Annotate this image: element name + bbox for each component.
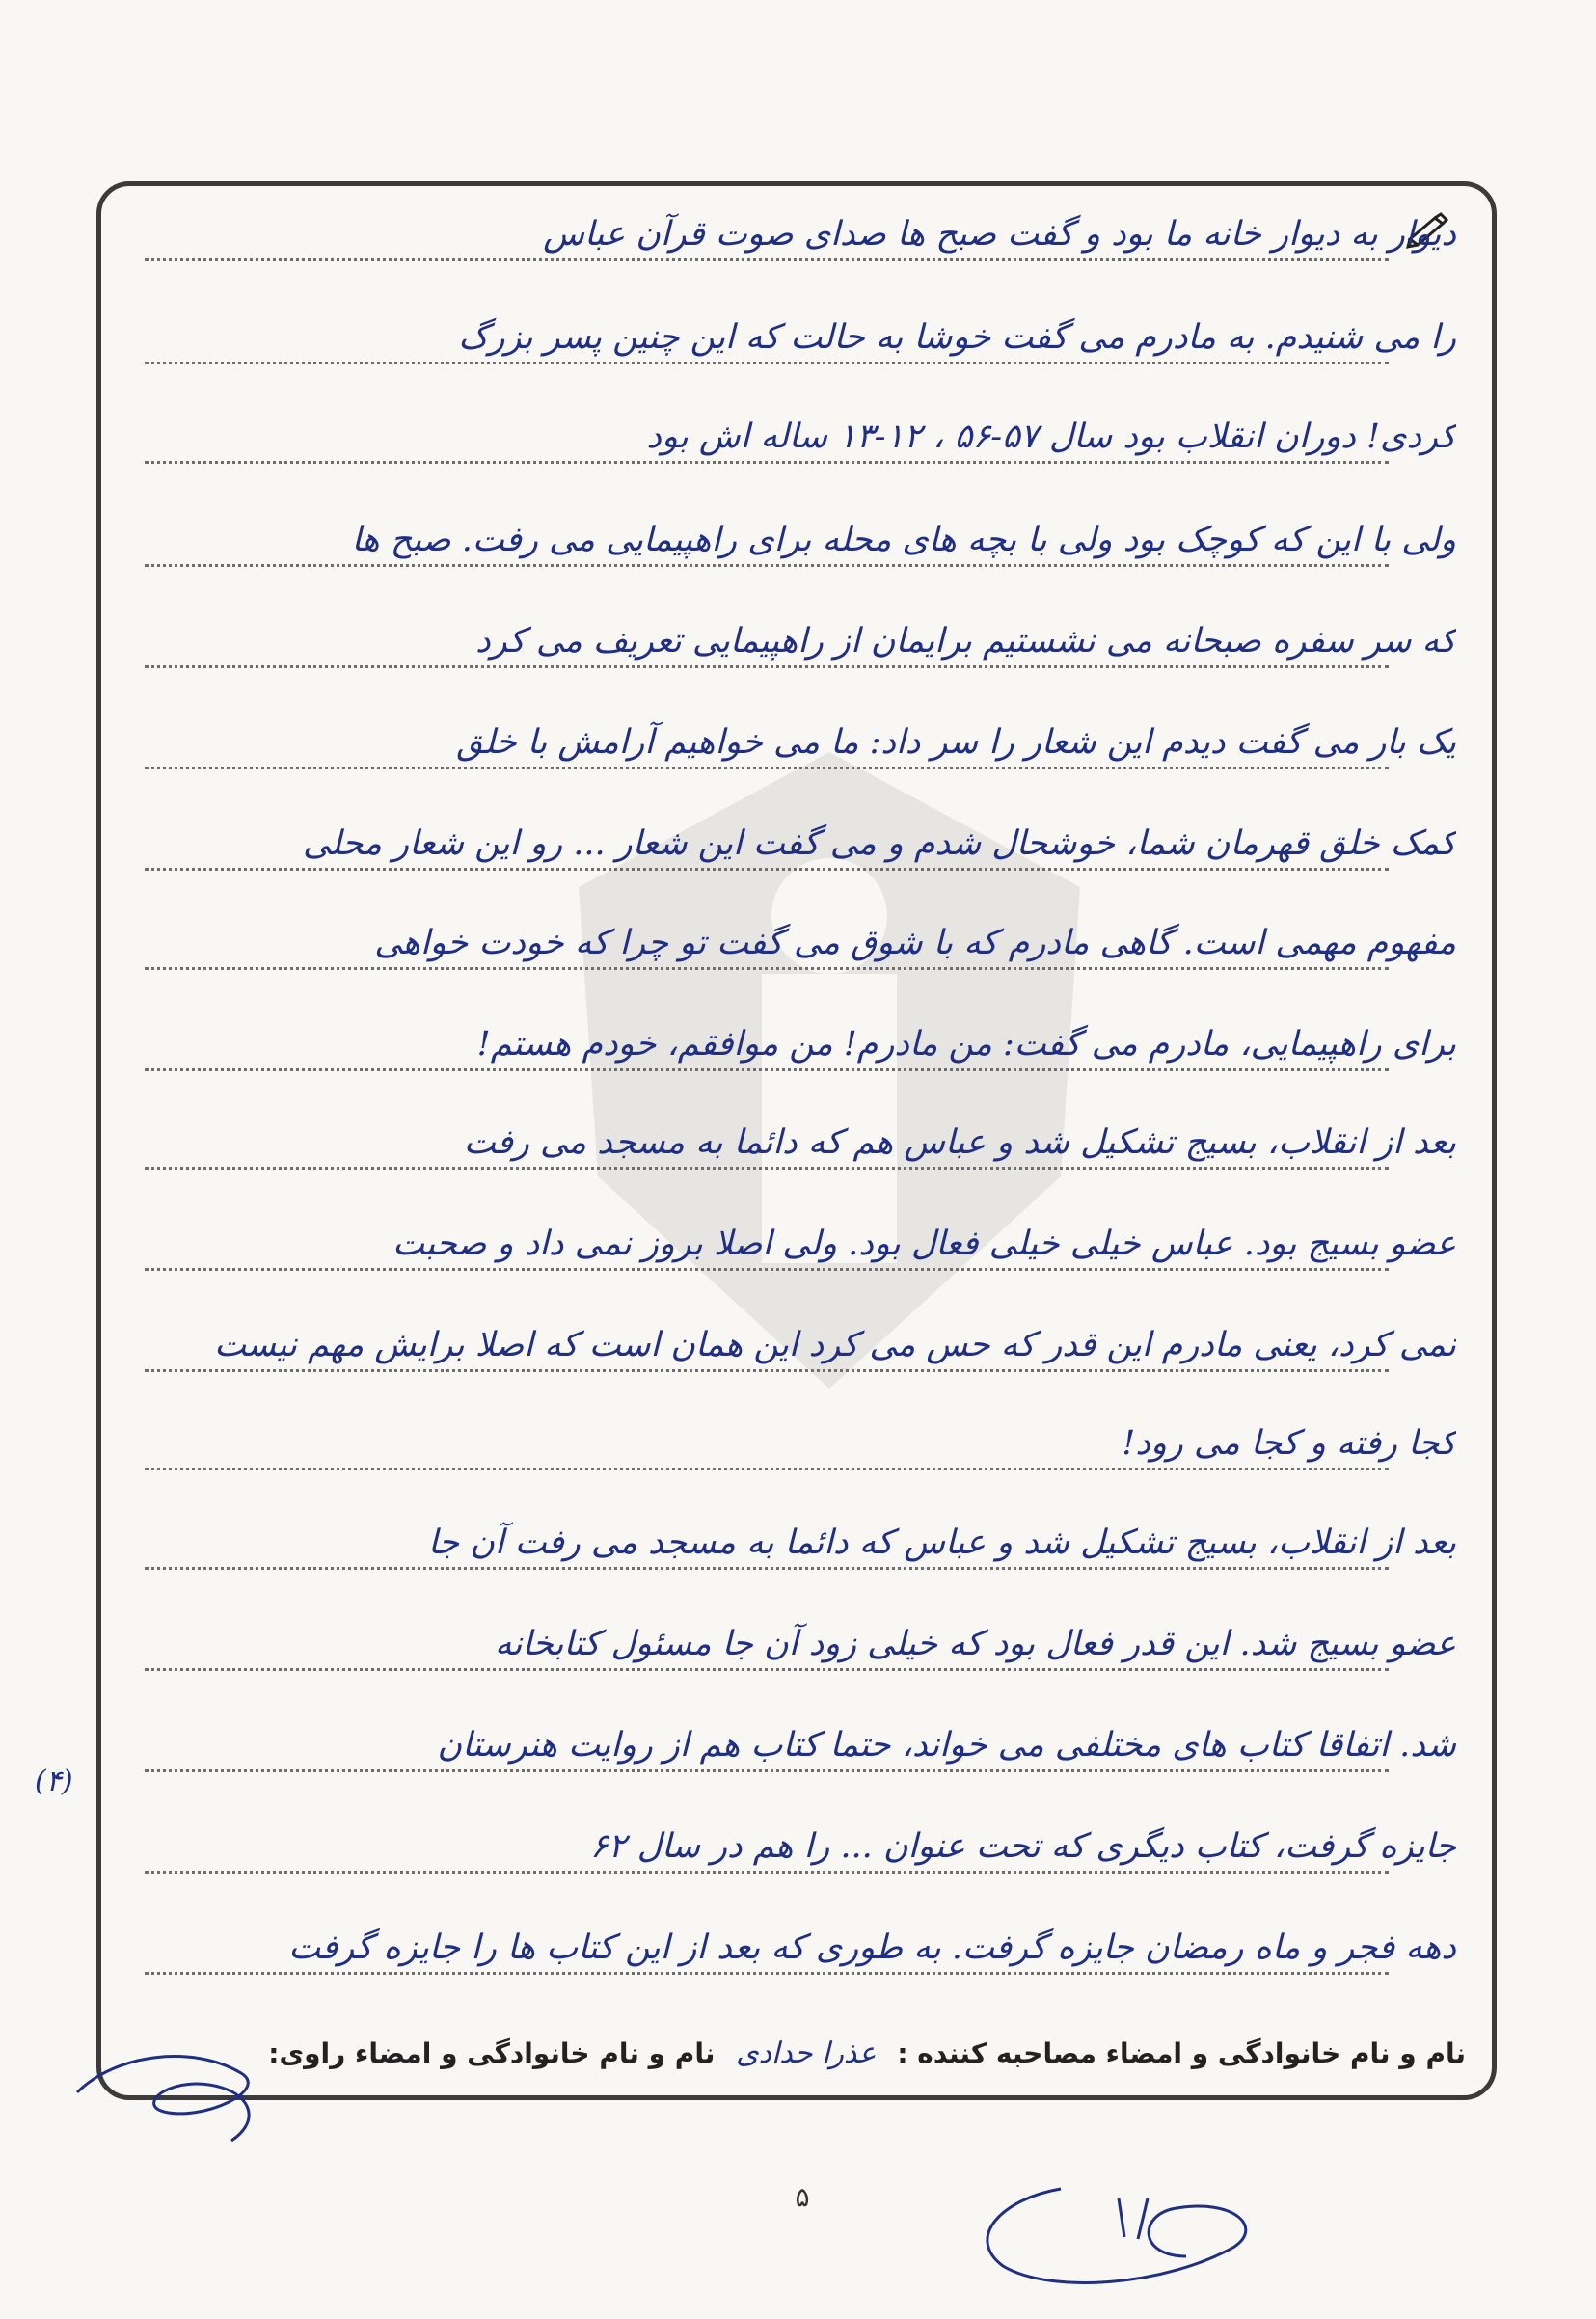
signature-icon	[58, 2035, 289, 2150]
handwritten-line: دیوار به دیوار خانه ما بود و گفت صبح ها صدای صوت قرآن عباس	[543, 215, 1456, 254]
handwritten-line: مفهوم مهمی است. گاهی مادرم که با شوق می گفت تو چرا که خودت خواهی	[374, 924, 1456, 962]
handwritten-line: را می شنیدم. به مادرم می گفت خوشا به حالت که این چنین پسر بزرگ	[458, 318, 1456, 357]
handwritten-line: که سر سفره صبحانه می نشستیم برایمان از راهپیمایی تعریف می کرد	[475, 622, 1456, 661]
handwritten-line: کجا رفته و کجا می رود!	[1122, 1424, 1456, 1463]
handwritten-line: عضو بسیج شد. این قدر فعال بود که خیلی زود آن جا مسئول کتابخانه	[494, 1625, 1456, 1663]
interviewer-label: نام و نام خانوادگی و امضاء مصاحبه کننده :	[897, 2037, 1466, 2069]
handwritten-line: یک بار می گفت دیدم این شعار را سر داد: ما می خواهیم آرامش با خلق	[456, 723, 1456, 762]
handwritten-line: بعد از انقلاب، بسیج تشکیل شد و عباس هم که دائما به مسجد می رفت	[463, 1123, 1456, 1162]
margin-note: (۴)	[35, 1765, 73, 1798]
handwritten-line: دهه فجر و ماه رمضان جایزه گرفت. به طوری که بعد از این کتاب ها را جایزه گرفت	[288, 1928, 1456, 1967]
handwritten-line: شد. اتفاقا کتاب های مختلفی می خواند، حتما کتاب هم از روایت هنرستان	[437, 1726, 1456, 1765]
handwritten-line: نمی کرد، یعنی مادرم این قدر که حس می کرد این همان است که اصلا برایش مهم نیست	[214, 1326, 1456, 1364]
narrator-signature-icon	[945, 2170, 1273, 2295]
interviewer-name: عذرا حدادی	[736, 2036, 877, 2070]
handwritten-line: برای راهپیمایی، مادرم می گفت: من مادرم! من موافقم، خودم هستم!	[476, 1025, 1456, 1064]
handwritten-line: کردی! دوران انقلاب بود سال ۵۷-۵۶ ، ۱۲-۱۳ ساله اش بود	[646, 418, 1456, 456]
page-number: ۵	[795, 2181, 810, 2213]
handwritten-line: جایزه گرفت، کتاب دیگری که تحت عنوان ... را هم در سال ۶۲	[589, 1827, 1456, 1866]
handwritten-line: کمک خلق قهرمان شما، خوشحال شدم و می گفت این شعار ... رو این شعار محلی	[302, 824, 1456, 863]
handwritten-line: ولی با این که کوچک بود ولی با بچه های محله برای راهپیمایی می رفت. صبح ها	[351, 521, 1456, 559]
signature-footer	[268, 2036, 1466, 2085]
narrator-label: نام و نام خانوادگی و امضاء راوی:	[268, 2037, 716, 2069]
handwritten-line: بعد از انقلاب، بسیج تشکیل شد و عباس که دائما به مسجد می رفت آن جا	[427, 1524, 1456, 1562]
handwritten-line: عضو بسیج بود. عباس خیلی خیلی فعال بود. ولی اصلا بروز نمی داد و صحبت	[392, 1225, 1456, 1263]
